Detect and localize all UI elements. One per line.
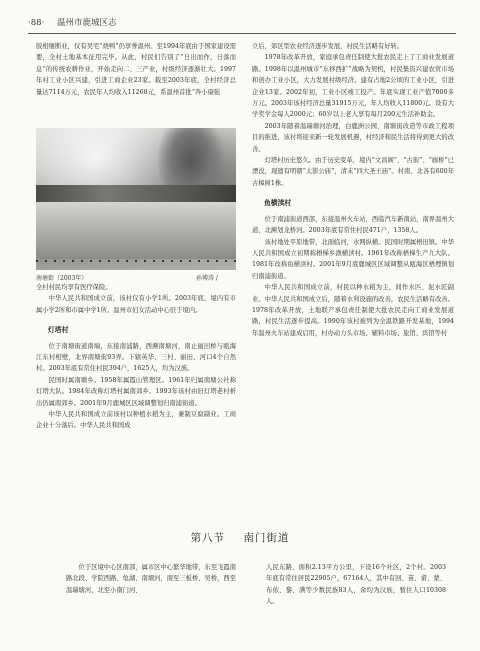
photo-water	[36, 202, 236, 259]
header-divider	[28, 33, 456, 34]
section-title: 南门街道	[243, 532, 290, 544]
paragraph: 人民东路，面积2.13平方公里，下设16个社区，2个村。2003年底有常住居民22905户，67164人，其中有回、苗、畲、蒙、布依、黎、满等少数民族83人，余均为汉族，暂住人口10308人。	[266, 564, 446, 606]
section-heading	[0, 530, 480, 545]
right-column	[252, 41, 454, 339]
paragraph: 位于区境中心区南部，属市区中心繁华地带，东至飞霞南路北段、学院西路、龟湖、南塘河，南至三板桥、吴桥，西至温瑞塘河，北至小南门河、	[66, 564, 237, 594]
paragraph: 2003年随着温瑞塘河治理，白鹿洲公园、南塘街改造等市政工程项目的推进，该村将迎来新一轮发展机遇，村经济和民生活将得到更大的改善。	[252, 122, 454, 153]
bottom-right-column	[266, 562, 446, 608]
left-column-bottom	[36, 282, 236, 432]
village-heading-dengta: 灯塔村	[48, 326, 69, 335]
photo-caption: 南塘街（2003年）	[36, 275, 88, 282]
paragraph: 全村村民均享有医疗保险。	[36, 284, 112, 291]
paragraph: 灯塔村历史悠久。由于历史变革，境内“文昌阁”、“古街”、“廊桥”已湮没，现遗有明朝“太影公庙”，清末“四大圣王庙”。村南、北各有600年古樟树1株。	[252, 157, 454, 187]
paragraph: 民国时属南塘乡。1958年属霞山管理区。1961年归属南塘公社称灯塔大队。1984年改称灯塔村属南郊乡。1993年该村由旧灯塔老村析出仍属南郊乡。2001年9月鹿城区区域调整划归南浦街道。	[36, 376, 236, 407]
paragraph: 中华人民共和国成立前该村以种植水稻为主，兼制豆腐副业。工商企业十分落后。中华人民共和国成	[36, 411, 236, 430]
left-column-top	[36, 41, 236, 98]
paragraph: 位于南浦街道西部，东接温州火车站，西临汽车新南站，南界温州大道，北濒划龙桥河。2003年底有常住村民471户，1358人。	[252, 215, 454, 235]
paragraph: 中华人民共和国成立前，该村仅有小学1所。2003年底，境内有市属小学2所和市属中学1所。温州市妇女活动中心驻于境内。	[36, 295, 236, 314]
paragraph: 1978年改革开放，家庭承包责任制使大批农民走上了工商业发展道路。1998年以温州城市“东移西扩”战略为契机，村民集资兴建农贸市场和创办工业小区，大力发展村级经济。建有占地2公顷的工业小区，引进企业13家。2002年初，工业小区竣工投产。年底实现工业产值7000多万元。2003年该村经济总量31915万元，年人均收入11800元。设有大学奖学金每人2000元；60岁以上老人享有每月200元生活补助金。	[252, 54, 454, 119]
village-heading-yuhengdu: 鱼横渎村	[264, 199, 292, 208]
street-photo	[36, 128, 236, 270]
book-title: 温州市鹿城区志	[56, 18, 117, 28]
paragraph: 中华人民共和国成立前，村民以种水稻为主，间作水匹、泥水匠副业。中华人民共和国成立后，随着水利设施的改善，农民生活略有改善。1978年改革开放，土地联产承包责任制使大批农民走向工商业发展道路，村民生活逐步提高。1990年该村被列为全温铁路开发基地，1994年温州火车站建成启用，村办动力头市场、辅料市场、旅馆、宾馆等村	[252, 284, 454, 337]
photo-railing	[36, 260, 236, 262]
running-header	[28, 16, 456, 28]
paragraph: 胶相继断业，仅有吴宅“烧鸭”仍享誉温州。至1994年底由于国家建设需要，全村土地基本征用完毕。从此，村民们告别了“日出而作，日落而息”的传统农耕作业，开始走向二、三产业，村级经济逐渐壮大。1997年村工业小区兴建，引进工商企业23家。载至2003年底，全村经济总量达7114万元，农民年人均收入11268元，系温州首批“奔小康强	[36, 43, 236, 96]
bottom-left-column	[66, 562, 236, 596]
section-number: 第八节	[190, 532, 226, 544]
paragraph: 位于南塘街道南端，东接南浦路，西濒南塘河，南止丽田桥与瓯海江东村相壁，北界南塘街93弄。下辖英华、三村、丽田、河口4个自然村。2003年底有常住村民394户，1625人，均为汉族。	[36, 342, 236, 373]
paragraph: 立后，郊区型农业经济逐步发展，村民生活略有好转。	[252, 43, 404, 50]
page-number: ·88·	[28, 18, 45, 28]
photo-credit: 孙博涛 /	[196, 275, 218, 282]
paragraph: 该村地处平原地带，北面临河，水网纵横。民国时期属梧田镇。中华人民共和国成立初期称梧梯乡渔横渎村。1961年改称梧梯生产九大队。1981年改称鱼横渎村。2001年9月底鹿城区区域调整从瓯海区梧埋镇划归南浦街道。	[252, 238, 454, 280]
